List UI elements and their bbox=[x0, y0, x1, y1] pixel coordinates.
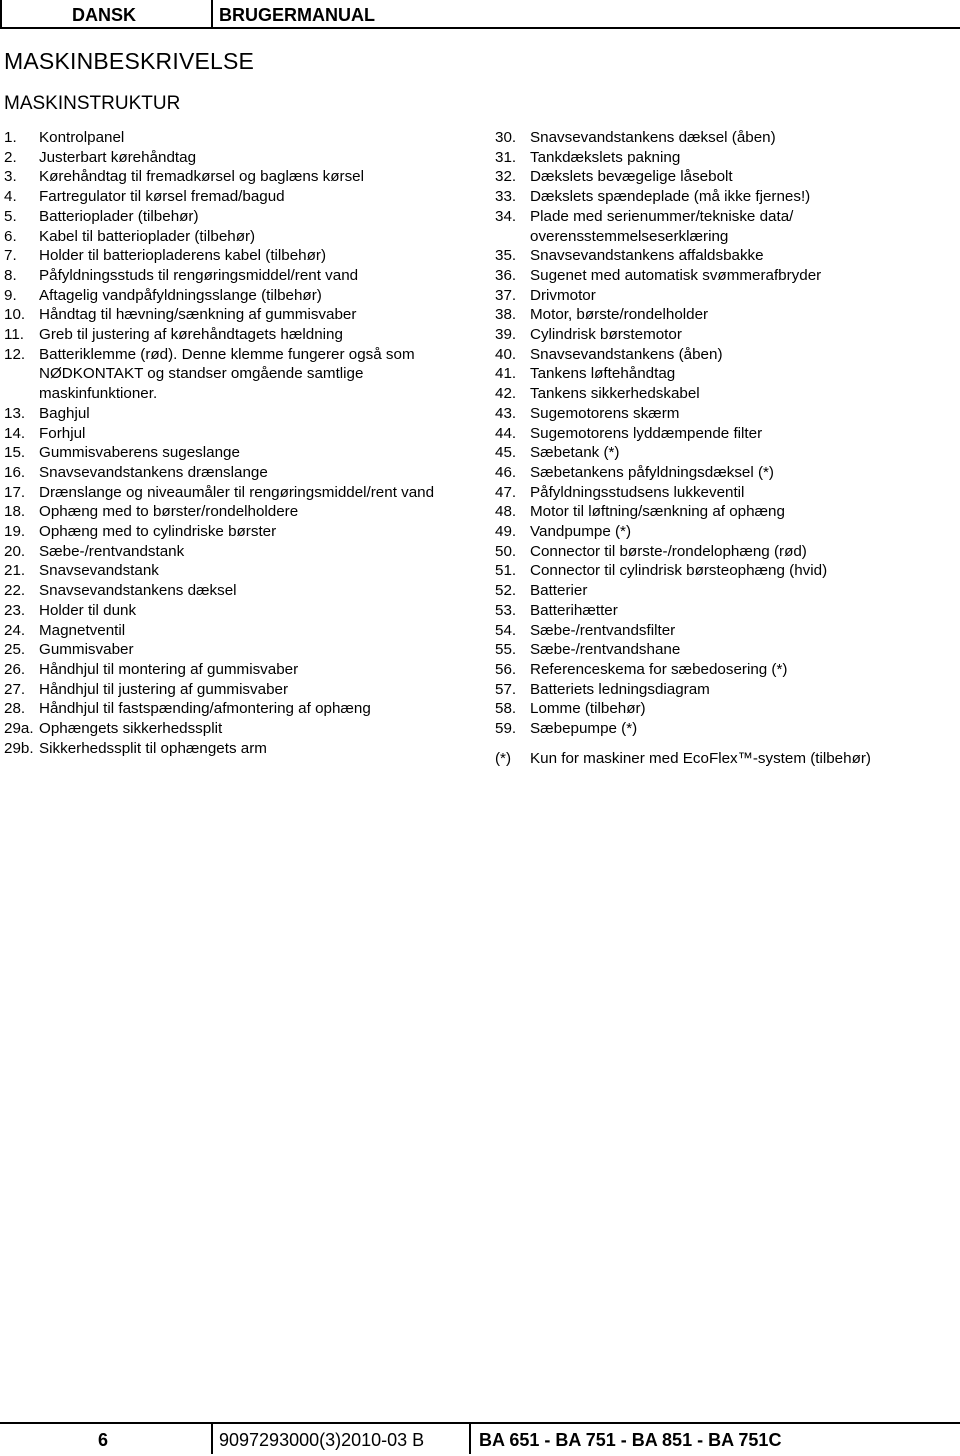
item-text: Holder til dunk bbox=[39, 601, 137, 619]
list-item bbox=[4, 345, 474, 404]
item-number: 24. bbox=[4, 621, 26, 639]
item-number: 21. bbox=[4, 562, 26, 580]
item-text: Påfyldningsstudsens lukkeventil bbox=[530, 483, 745, 501]
item-number: 55. bbox=[495, 641, 517, 659]
item-number: 9. bbox=[4, 286, 17, 304]
item-number: 37. bbox=[495, 286, 517, 304]
item-number: 3. bbox=[4, 168, 17, 186]
item-text: Referenceskema for sæbedosering (*) bbox=[530, 660, 788, 678]
item-number: 33. bbox=[495, 188, 517, 206]
list-item bbox=[4, 227, 474, 247]
item-number: 7. bbox=[4, 247, 17, 265]
item-number: 12. bbox=[4, 345, 26, 363]
item-text: Forhjul bbox=[39, 424, 86, 442]
list-item bbox=[4, 463, 474, 483]
item-text: Sugenet med automatisk svømmerafbryder bbox=[530, 266, 822, 284]
list-item bbox=[495, 207, 955, 246]
item-text: Påfyldningsstuds til rengøringsmiddel/rent vand bbox=[39, 266, 359, 284]
item-number: 16. bbox=[4, 463, 26, 481]
list-item bbox=[4, 305, 474, 325]
item-text: Sæbetankens påfyldningsdæksel (*) bbox=[530, 463, 774, 481]
item-number: 50. bbox=[495, 542, 517, 560]
item-text: Håndhjul til montering af gummisvaber bbox=[39, 660, 299, 678]
list-item bbox=[4, 483, 474, 503]
item-number: 14. bbox=[4, 424, 26, 442]
item-text: Gummisvaber bbox=[39, 641, 134, 659]
item-number: 18. bbox=[4, 503, 26, 521]
list-item bbox=[495, 522, 955, 542]
list-item bbox=[495, 266, 955, 286]
item-text: Batterihætter bbox=[530, 601, 618, 619]
item-number: 57. bbox=[495, 680, 517, 698]
item-text: Fartregulator til kørsel fremad/bagud bbox=[39, 188, 285, 206]
list-item bbox=[495, 561, 955, 581]
item-number: 39. bbox=[495, 326, 517, 344]
item-text: Kontrolpanel bbox=[39, 129, 125, 146]
item-number: 8. bbox=[4, 266, 17, 284]
item-number: 38. bbox=[495, 306, 517, 324]
item-text: Magnetventil bbox=[39, 621, 126, 639]
item-text: Tankens sikkerhedskabel bbox=[530, 385, 700, 403]
item-text: Batteriklemme (rød). Denne klemme fungerer også som NØDKONTAKT og standser omgående samtlige maskinfunktioner. bbox=[39, 345, 415, 403]
item-text: Dækslets bevægelige låsebolt bbox=[530, 168, 733, 186]
list-item bbox=[495, 246, 955, 266]
item-text: Snavsevandstankens (åben) bbox=[530, 345, 723, 363]
item-number: 11. bbox=[4, 326, 24, 344]
list-item bbox=[4, 680, 474, 700]
item-text: Sæbe-/rentvandshane bbox=[530, 641, 681, 659]
item-number: 59. bbox=[495, 720, 517, 738]
item-text: Håndhjul til fastspænding/afmontering af ophæng bbox=[39, 700, 371, 718]
item-number: 53. bbox=[495, 601, 517, 619]
item-text: Kørehåndtag til fremadkørsel og baglæns kørsel bbox=[39, 168, 364, 186]
item-text: Aftagelig vandpåfyldningsslange (tilbehør) bbox=[39, 286, 322, 304]
list-item bbox=[495, 581, 955, 601]
list-item bbox=[495, 542, 955, 562]
item-number: 36. bbox=[495, 266, 517, 284]
item-number: 26. bbox=[4, 660, 26, 678]
item-number: 48. bbox=[495, 503, 517, 521]
item-number: 13. bbox=[4, 404, 26, 422]
item-text: Vandpumpe (*) bbox=[530, 523, 632, 541]
section-subtitle: MASKINSTRUKTUR bbox=[4, 93, 181, 114]
item-text: Connector til børste-/rondelophæng (rød) bbox=[530, 542, 807, 560]
item-number: 19. bbox=[4, 523, 26, 541]
list-item bbox=[495, 325, 955, 345]
item-number: 20. bbox=[4, 542, 26, 560]
item-number: 46. bbox=[495, 463, 517, 481]
item-text: Holder til batteriopladerens kabel (tilbehør) bbox=[39, 247, 327, 265]
item-number: 27. bbox=[4, 680, 26, 698]
list-item bbox=[495, 483, 955, 503]
list-item bbox=[4, 561, 474, 581]
item-text: Snavsevandstankens dæksel (åben) bbox=[530, 129, 776, 146]
item-number: 41. bbox=[495, 365, 517, 383]
page-number: 6 bbox=[0, 1424, 213, 1454]
item-text: Ophæng med to cylindriske børster bbox=[39, 523, 277, 541]
list-item bbox=[495, 502, 955, 522]
list-item bbox=[495, 305, 955, 325]
list-item bbox=[4, 542, 474, 562]
item-text: Sugemotorens skærm bbox=[530, 404, 680, 422]
list-item bbox=[495, 286, 955, 306]
parts-list-left bbox=[4, 128, 474, 759]
item-number: 30. bbox=[495, 129, 517, 146]
item-number: 22. bbox=[4, 582, 26, 600]
item-number: 6. bbox=[4, 227, 17, 245]
item-text: Snavsevandstankens dæksel bbox=[39, 582, 237, 600]
list-item bbox=[4, 581, 474, 601]
list-item bbox=[495, 719, 955, 739]
item-text: Lomme (tilbehør) bbox=[530, 700, 646, 718]
item-text: Håndhjul til justering af gummisvaber bbox=[39, 680, 289, 698]
item-text: Gummisvaberens sugeslange bbox=[39, 444, 240, 462]
item-text: Ophæng med to børster/rondelholdere bbox=[39, 503, 299, 521]
item-number: 40. bbox=[495, 345, 517, 363]
item-number: 58. bbox=[495, 700, 517, 718]
list-item bbox=[4, 246, 474, 266]
list-item bbox=[495, 443, 955, 463]
item-text: Snavsevandstankens affaldsbakke bbox=[530, 247, 764, 265]
item-number: 32. bbox=[495, 168, 517, 186]
item-number: 44. bbox=[495, 424, 517, 442]
list-item bbox=[4, 502, 474, 522]
item-text: Batterioplader (tilbehør) bbox=[39, 207, 199, 225]
item-number: 56. bbox=[495, 660, 517, 678]
list-item bbox=[4, 640, 474, 660]
item-text: Tankens løftehåndtag bbox=[530, 365, 676, 383]
item-text: Drivmotor bbox=[530, 286, 596, 304]
list-item bbox=[495, 640, 955, 660]
document-code: 9097293000(3)2010-03 B bbox=[213, 1424, 471, 1454]
list-item bbox=[495, 699, 955, 719]
list-item bbox=[495, 167, 955, 187]
item-text: Dækslets spændeplade (må ikke fjernes!) bbox=[530, 188, 811, 206]
item-number: 17. bbox=[4, 483, 26, 501]
list-item bbox=[4, 443, 474, 463]
item-text: Motor, børste/rondelholder bbox=[530, 306, 709, 324]
item-text: Drænslange og niveaumåler til rengøringsmiddel/rent vand bbox=[39, 483, 435, 501]
item-text: Cylindrisk børstemotor bbox=[530, 326, 682, 344]
page-header bbox=[0, 0, 960, 32]
item-number: 29b. bbox=[4, 739, 34, 757]
list-item bbox=[4, 424, 474, 444]
list-item bbox=[495, 384, 955, 404]
footnote-marker: (*) bbox=[495, 749, 512, 767]
list-item bbox=[495, 621, 955, 641]
list-item bbox=[495, 463, 955, 483]
document-type-label: BRUGERMANUAL bbox=[213, 0, 960, 29]
item-text: Ophængets sikkerhedssplit bbox=[39, 720, 223, 738]
item-number: 4. bbox=[4, 188, 17, 206]
item-number: 42. bbox=[495, 385, 517, 403]
list-item bbox=[495, 601, 955, 621]
item-text: Kabel til batterioplader (tilbehør) bbox=[39, 227, 256, 245]
page-footer bbox=[0, 1422, 960, 1454]
list-item bbox=[495, 364, 955, 384]
list-item bbox=[4, 325, 474, 345]
item-number: 45. bbox=[495, 444, 517, 462]
list-item bbox=[4, 187, 474, 207]
list-item bbox=[4, 621, 474, 641]
model-list: BA 651 - BA 751 - BA 851 - BA 751C bbox=[479, 1430, 782, 1450]
item-text: Batteriets ledningsdiagram bbox=[530, 680, 710, 698]
item-number: 2. bbox=[4, 148, 17, 166]
item-text: Sæbepumpe (*) bbox=[530, 720, 638, 738]
list-item bbox=[4, 404, 474, 424]
list-item bbox=[495, 660, 955, 680]
page-title: MASKINBESKRIVELSE bbox=[4, 48, 255, 74]
item-number: 51. bbox=[495, 562, 517, 580]
list-item bbox=[495, 424, 955, 444]
item-text: Håndtag til hævning/sænkning af gummisvaber bbox=[39, 306, 357, 324]
item-number: 29a. bbox=[4, 720, 34, 738]
list-item bbox=[495, 128, 955, 148]
item-text: Sikkerhedssplit til ophængets arm bbox=[39, 739, 267, 757]
item-number: 23. bbox=[4, 601, 26, 619]
list-item bbox=[4, 719, 474, 739]
item-text: Greb til justering af kørehåndtagets hældning bbox=[39, 326, 343, 344]
footnote-text: Kun for maskiner med EcoFlex™-system (tilbehør) bbox=[530, 749, 871, 767]
list-item bbox=[4, 699, 474, 719]
item-text: Sugemotorens lyddæmpende filter bbox=[530, 424, 763, 442]
item-text: Justerbart kørehåndtag bbox=[39, 148, 197, 166]
list-item bbox=[4, 286, 474, 306]
language-label: DANSK bbox=[0, 0, 213, 29]
item-number: 10. bbox=[4, 306, 26, 324]
list-item bbox=[495, 148, 955, 168]
item-number: 25. bbox=[4, 641, 26, 659]
item-number: 15. bbox=[4, 444, 26, 462]
item-text: Motor til løftning/sænkning af ophæng bbox=[530, 503, 785, 521]
item-text: Snavsevandstank bbox=[39, 562, 159, 580]
item-number: 34. bbox=[495, 207, 517, 225]
item-number: 5. bbox=[4, 207, 17, 225]
list-item bbox=[4, 660, 474, 680]
parts-list-right bbox=[495, 128, 955, 769]
item-number: 52. bbox=[495, 582, 517, 600]
item-text: Sæbe-/rentvandsfilter bbox=[530, 621, 676, 639]
list-item bbox=[4, 266, 474, 286]
list-item bbox=[4, 148, 474, 168]
list-item bbox=[495, 404, 955, 424]
item-number: 54. bbox=[495, 621, 517, 639]
list-item bbox=[4, 128, 474, 148]
item-text: Baghjul bbox=[39, 404, 90, 422]
item-number: 28. bbox=[4, 700, 26, 718]
item-text: Tankdækslets pakning bbox=[530, 148, 681, 166]
list-item bbox=[4, 522, 474, 542]
item-text: Snavsevandstankens drænslange bbox=[39, 463, 268, 481]
item-text: Sæbe-/rentvandstank bbox=[39, 542, 185, 560]
item-text: Plade med serienummer/tekniske data/ overensstemmelseserklæring bbox=[530, 207, 794, 245]
list-item bbox=[495, 345, 955, 365]
item-text: Sæbetank (*) bbox=[530, 444, 620, 462]
item-number: 43. bbox=[495, 404, 517, 422]
list-item bbox=[495, 680, 955, 700]
item-number: 49. bbox=[495, 523, 517, 541]
item-number: 1. bbox=[4, 129, 17, 146]
item-number: 47. bbox=[495, 483, 517, 501]
item-number: 35. bbox=[495, 247, 517, 265]
item-number: 31. bbox=[495, 148, 517, 166]
list-item bbox=[495, 187, 955, 207]
footnote bbox=[495, 749, 955, 769]
item-text: Connector til cylindrisk børsteophæng (hvid) bbox=[530, 562, 828, 580]
list-item bbox=[4, 739, 474, 759]
item-text: Batterier bbox=[530, 582, 588, 600]
list-item bbox=[4, 167, 474, 187]
list-item bbox=[4, 601, 474, 621]
list-item bbox=[4, 207, 474, 227]
